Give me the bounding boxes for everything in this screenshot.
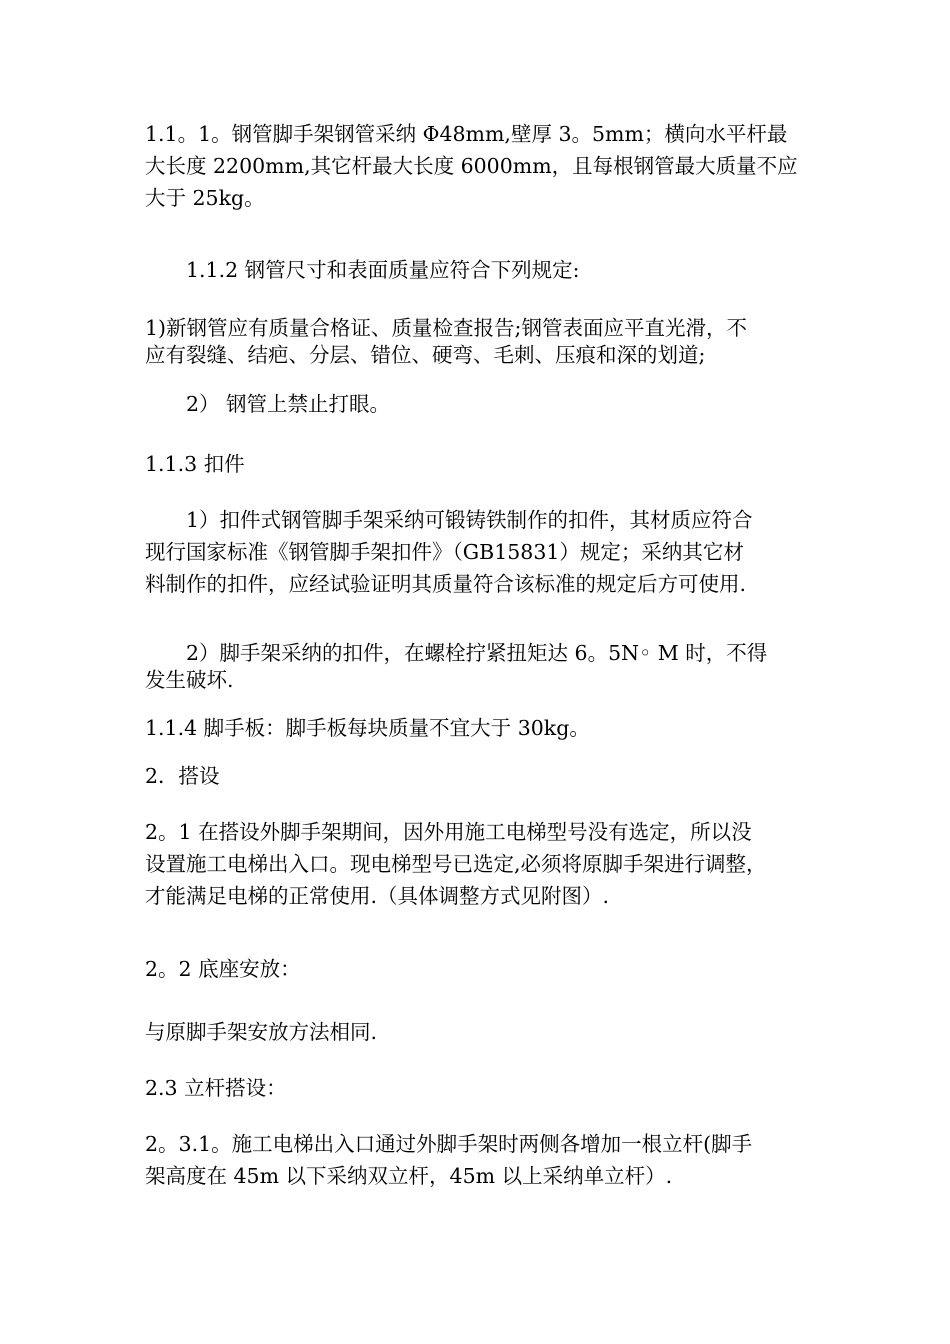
section-heading-erection [145,760,810,792]
text-line: 应有裂缝、结疤、分层、错位、硬弯、毛刺、压痕和深的划道; [145,343,706,367]
paragraph-2-3-1 [145,1128,810,1192]
paragraph-2-1 [145,816,810,912]
text-line: 设置施工电梯出入口。现电梯型号已选定,必须将原脚手架进行调整， [145,852,767,876]
text-line: 1）扣件式钢管脚手架采纳可锻铸铁制作的扣件，其材质应符合 [186,508,753,532]
text-line: 大于 25kg。 [145,186,265,210]
text-line: 1.1.3 扣件 [145,452,245,476]
text-line: 2。3.1。施工电梯出入口通过外脚手架时两侧各增加一根立杆(脚手 [145,1132,753,1156]
text-line: 1)新钢管应有质量合格证、质量检查报告;钢管表面应平直光滑，不 [145,316,747,340]
text-line: 大长度 2200mm,其它杆最大长度 6000mm，且每根钢管最大质量不应 [145,154,798,178]
text-line: 2.3 立杆搭设： [145,1076,287,1100]
text-line: 发生破坏. [145,668,234,692]
text-line: 2） 钢管上禁止打眼。 [186,392,391,416]
paragraph-base-placement [145,1016,810,1048]
paragraph-2-2 [145,953,810,985]
paragraph-item-2 [186,388,810,420]
text-line: 2）脚手架采纳的扣件，在螺栓拧紧扭矩达 6。5N◦ M 时，不得 [186,641,768,665]
paragraph-1-1-3 [145,448,810,480]
text-line: 料制作的扣件，应经试验证明其质量符合该标准的规定后方可使用. [145,572,747,596]
text-line: 现行国家标准《钢管脚手架扣件》（GB15831）规定；采纳其它材 [145,540,744,564]
text-line: 1.1。1。钢管脚手架钢管采纳 Φ48mm,壁厚 3。5mm；横向水平杆最 [145,122,788,146]
text-line: 2。1 在搭设外脚手架期间，因外用施工电梯型号没有选定，所以没 [145,820,752,844]
text-line: 2．搭设 [145,764,220,788]
text-line: 1.1.4 脚手板：脚手板每块质量不宜大于 30kg。 [145,716,590,740]
paragraph-item-1 [145,315,810,369]
text-line: 1.1.2 钢管尺寸和表面质量应符合下列规定: [186,258,580,282]
paragraph-1-1-1 [145,118,810,214]
text-line: 2。2 底座安放： [145,957,301,981]
paragraph-fastener-1 [145,504,810,600]
paragraph-fastener-2 [145,640,810,694]
paragraph-1-1-4 [145,712,810,744]
text-line: 与原脚手架安放方法相同. [145,1020,378,1044]
text-line: 架高度在 45m 以下采纳双立杆，45m 以上采纳单立杆）. [145,1164,673,1188]
text-line: 才能满足电梯的正常使用.（具体调整方式见附图）. [145,884,610,908]
paragraph-2-3 [145,1072,810,1104]
paragraph-1-1-2 [186,254,810,286]
